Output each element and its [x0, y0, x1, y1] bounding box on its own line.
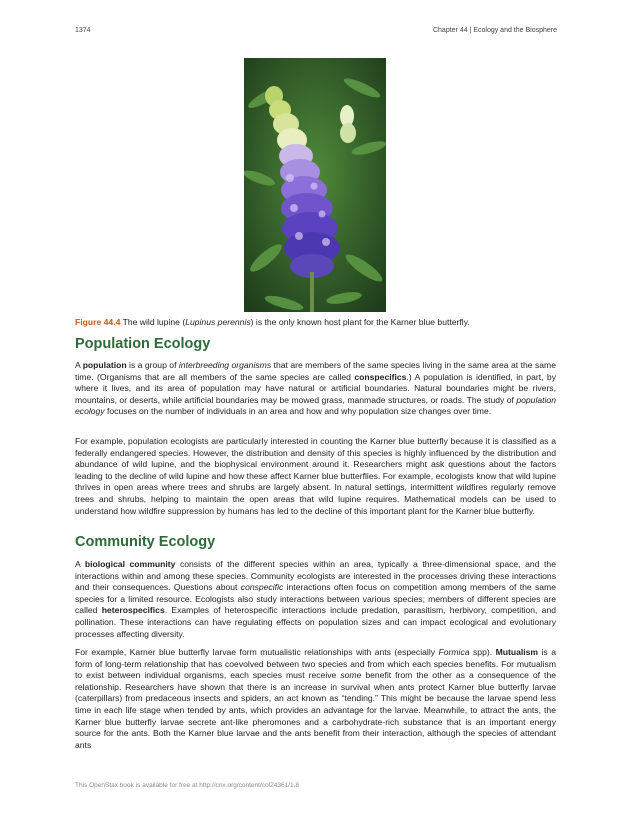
- term-biological-community: biological community: [84, 559, 176, 569]
- term-population: population: [82, 360, 127, 370]
- text: spp).: [469, 647, 496, 657]
- page-number: 1374: [75, 27, 91, 34]
- text: is a group of: [126, 360, 179, 370]
- emphasis: population ecology: [75, 394, 556, 417]
- term-heterospecifics: heterospecifics: [101, 605, 165, 616]
- footer-note: This OpenStax book is available for free at http://cnx.org/content/col24361/1.8: [75, 782, 300, 789]
- paragraph-community-example: [75, 647, 556, 751]
- lupine-photo: [244, 58, 386, 312]
- section-heading-community: Community Ecology: [75, 534, 216, 550]
- text: . Examples of heterospecific interactions include predation, parasitism, herbivory, competition, and pollination. These interactions can have regulating effects on population sizes and can impact ecological and evolutionary processes affecting diversity.: [75, 605, 557, 639]
- figure-label: Figure 44.4: [75, 317, 121, 327]
- emphasis: interbreeding organisms: [178, 360, 272, 370]
- emphasis: Formica: [438, 647, 470, 657]
- text: benefit from the other as a consequence of the relationship. Researchers have shown that there is an increase in survival when ants protect Karner blue butterfly larvae (caterpillars) from predaceous insects and spiders, an act known as “tending.” This might be because the larvae spend less time in each life stage when tended by ants, which provides an advantage for the larvae. Meanwhile, to attract the ants, the Karner blue butterfly larvae secrete ant-like pheromones and a carbohydrate-rich substance that is an important energy source for the ants. Both the Karner blue larvae and the ants benefit from their interaction, although the species of attendant ants: [75, 670, 556, 750]
- section-heading-population: Population Ecology: [75, 336, 211, 352]
- caption-text-end: ) is the only known host plant for the Karner blue butterfly.: [250, 317, 470, 327]
- caption-species: Lupinus perennis: [185, 317, 251, 327]
- text: interactions often focus on competition among members of the same species for a limited resource. Ecologists also study interactions between various species; members of different species are called: [75, 582, 556, 616]
- paragraph-population-definition: [75, 360, 556, 418]
- text: that are members of the same species living in the same area at the same time. (Organisms that are all members of the same species are called: [75, 360, 556, 382]
- text: .) A population is identified, in part, by where it lives, and its area of population may have natural or artificial boundaries. Natural boundaries might be rivers, mountains, or deserts, while artificial boundaries may be mowed grass, manmade structures, or roads. The study of: [75, 371, 556, 405]
- caption-text: The wild lupine (: [122, 317, 186, 327]
- text: For example, Karner blue butterfly larvae form mutualistic relationships with ants (especially: [75, 647, 439, 657]
- emphasis: conspecific: [240, 582, 284, 593]
- paragraph-community-definition: [75, 559, 556, 640]
- term-mutualism: Mutualism: [495, 647, 539, 657]
- text: consists of the different species within an area, typically a three-dimensional space, and the interactions within and among these species. Community ecologists are interested in the processes driving these interactions and their consequences. Questions about: [75, 559, 556, 593]
- paragraph-population-example: For example, population ecologists are particularly interested in counting the Karner blue butterfly because it is classified as a federally endangered species. However, the distribution and density of this species is highly influenced by the distribution and abundance of wild lupine, and the biophysical environment around it. Researchers might ask questions about the factors leading to the decline of wild lupine and how these affect Karner blue butterflies. For example, ecologists know that wild lupine thrives in open areas where trees and shrubs are largely absent. In natural settings, intermittent wildfires regularly remove trees and shrubs, helping to maintain the open areas that wild lupine requires. Mathematical models can be used to understand how wildfire suppression by humans has led to the decline of this important plant for the Karner blue butterfly.: [75, 436, 556, 516]
- text: A: [75, 360, 83, 370]
- text: A: [75, 559, 85, 569]
- term-conspecifics: conspecifics: [354, 371, 407, 382]
- lupine-illustration: [244, 58, 386, 312]
- chapter-header: Chapter 44 | Ecology and the Biosphere: [432, 27, 557, 34]
- text: focuses on the number of individuals in an area and how and why population size changes over time.: [104, 406, 492, 417]
- text: is a form of long-term relationship that has coevolved between two species and from which each species benefits. For mutualism to exist between individual organisms, each species must receive: [75, 647, 556, 681]
- emphasis: some: [340, 670, 362, 681]
- figure-caption: [75, 317, 555, 328]
